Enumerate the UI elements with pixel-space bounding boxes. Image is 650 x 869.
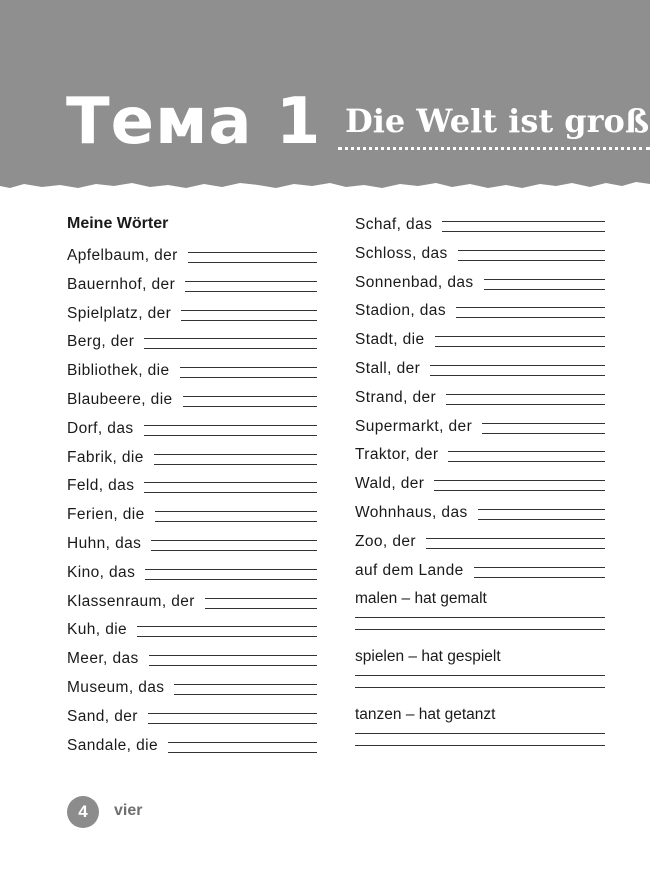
vocab-row [355, 299, 605, 319]
answer-line[interactable] [474, 567, 605, 579]
topic-title: Тема 1 [66, 85, 322, 159]
answer-line[interactable] [478, 509, 605, 521]
vocab-word: Meer, das [67, 650, 139, 668]
vocab-row [67, 561, 317, 581]
vocab-word: Stadt, die [355, 331, 425, 349]
answer-line[interactable] [155, 511, 317, 523]
vocab-word: Bibliothek, die [67, 362, 170, 380]
answer-line[interactable] [180, 367, 317, 379]
verb-forms: malen – hat gemalt [355, 590, 487, 607]
answer-line[interactable] [446, 394, 605, 406]
vocab-word: Schloss, das [355, 244, 448, 262]
vocab-word: Apfelbaum, der [67, 246, 178, 264]
answer-line[interactable] [484, 279, 605, 291]
answer-line[interactable] [355, 745, 605, 746]
answer-line[interactable] [183, 396, 317, 408]
vocab-row [67, 590, 317, 610]
vocab-word: Bauernhof, der [67, 275, 176, 293]
vocab-row [67, 676, 317, 696]
vocab-word: Wald, der [355, 475, 425, 493]
vocab-word: Supermarkt, der [355, 417, 473, 435]
vocab-row [67, 417, 317, 437]
answer-line[interactable] [137, 626, 317, 638]
title-banner [0, 0, 650, 196]
answer-line[interactable] [144, 338, 317, 350]
vocab-row [355, 242, 605, 262]
vocab-word: Blaubeere, die [67, 390, 173, 408]
vocab-row [67, 244, 317, 264]
answer-line[interactable] [174, 684, 317, 696]
answer-line[interactable] [145, 569, 317, 581]
vocab-word: Kino, das [67, 563, 136, 581]
vocab-row [355, 559, 605, 579]
answer-line[interactable] [181, 310, 317, 322]
verb-row [355, 706, 605, 746]
verb-row [355, 648, 605, 688]
vocab-word: Berg, der [67, 333, 135, 351]
answer-line[interactable] [355, 687, 605, 688]
vocab-word: Feld, das [67, 477, 135, 495]
answer-line[interactable] [482, 423, 605, 435]
answer-line[interactable] [188, 252, 317, 264]
vocab-word: Kuh, die [67, 621, 128, 639]
answer-line[interactable] [355, 675, 605, 676]
vocab-row [67, 618, 317, 638]
vocab-row [67, 273, 317, 293]
answer-line[interactable] [355, 629, 605, 630]
answer-line[interactable] [149, 655, 317, 667]
vocab-word: Spielplatz, der [67, 304, 172, 322]
topic-subtitle: Die Welt ist groß [345, 102, 650, 140]
vocab-word: Zoo, der [355, 532, 416, 550]
vocab-row [67, 388, 317, 408]
answer-line[interactable] [426, 538, 605, 550]
vocab-row [355, 415, 605, 435]
answer-line[interactable] [151, 540, 317, 552]
answer-line[interactable] [456, 307, 605, 319]
verb-forms: spielen – hat gespielt [355, 648, 501, 665]
vocab-row [355, 501, 605, 521]
vocab-row [67, 359, 317, 379]
dotted-underline [338, 147, 650, 150]
vocab-row [67, 446, 317, 466]
vocab-word: Sand, der [67, 707, 138, 725]
vocab-row [355, 271, 605, 291]
vocab-row [67, 734, 317, 754]
answer-line[interactable] [430, 365, 605, 377]
vocab-row [355, 472, 605, 492]
vocab-row [355, 530, 605, 550]
vocab-word: Strand, der [355, 388, 437, 406]
vocab-row [355, 386, 605, 406]
vocab-row [67, 532, 317, 552]
answer-line[interactable] [168, 742, 317, 754]
page-number-word: vier [114, 802, 143, 819]
vocab-row [67, 503, 317, 523]
vocab-row [355, 328, 605, 348]
answer-line[interactable] [458, 250, 605, 262]
answer-line[interactable] [154, 454, 317, 466]
answer-line[interactable] [185, 281, 317, 293]
vocab-row [67, 705, 317, 725]
vocab-word: Fabrik, die [67, 448, 144, 466]
vocab-word: Dorf, das [67, 419, 134, 437]
section-heading: Meine Wörter [67, 215, 169, 232]
vocab-word: Ferien, die [67, 506, 145, 524]
vocab-row [67, 647, 317, 667]
vocab-row [67, 330, 317, 350]
vocab-row [67, 302, 317, 322]
vocab-word: Sonnenbad, das [355, 273, 474, 291]
answer-line[interactable] [144, 425, 318, 437]
answer-line[interactable] [434, 480, 605, 492]
answer-line[interactable] [442, 221, 605, 233]
answer-line[interactable] [355, 733, 605, 734]
vocab-row [67, 474, 317, 494]
vocab-word: Museum, das [67, 678, 165, 696]
page-number: 4 [78, 802, 88, 821]
verb-forms: tanzen – hat getanzt [355, 706, 496, 723]
answer-line[interactable] [355, 617, 605, 618]
answer-line[interactable] [435, 336, 606, 348]
vocab-word: Klassenraum, der [67, 592, 195, 610]
answer-line[interactable] [448, 451, 605, 463]
answer-line[interactable] [148, 713, 317, 725]
vocab-row [355, 213, 605, 233]
vocab-word: Huhn, das [67, 534, 142, 552]
vocab-row [355, 443, 605, 463]
vocab-word: Traktor, der [355, 446, 439, 464]
verb-row [355, 590, 605, 630]
answer-line[interactable] [144, 482, 317, 494]
page-number-badge [67, 796, 99, 828]
vocab-word: Sandale, die [67, 736, 158, 754]
vocab-word: Stall, der [355, 359, 421, 377]
vocab-word: Wohnhaus, das [355, 503, 468, 521]
vocab-row [355, 357, 605, 377]
vocab-word: auf dem Lande [355, 561, 464, 579]
answer-line[interactable] [205, 598, 317, 610]
vocab-word: Stadion, das [355, 302, 446, 320]
vocab-word: Schaf, das [355, 215, 433, 233]
